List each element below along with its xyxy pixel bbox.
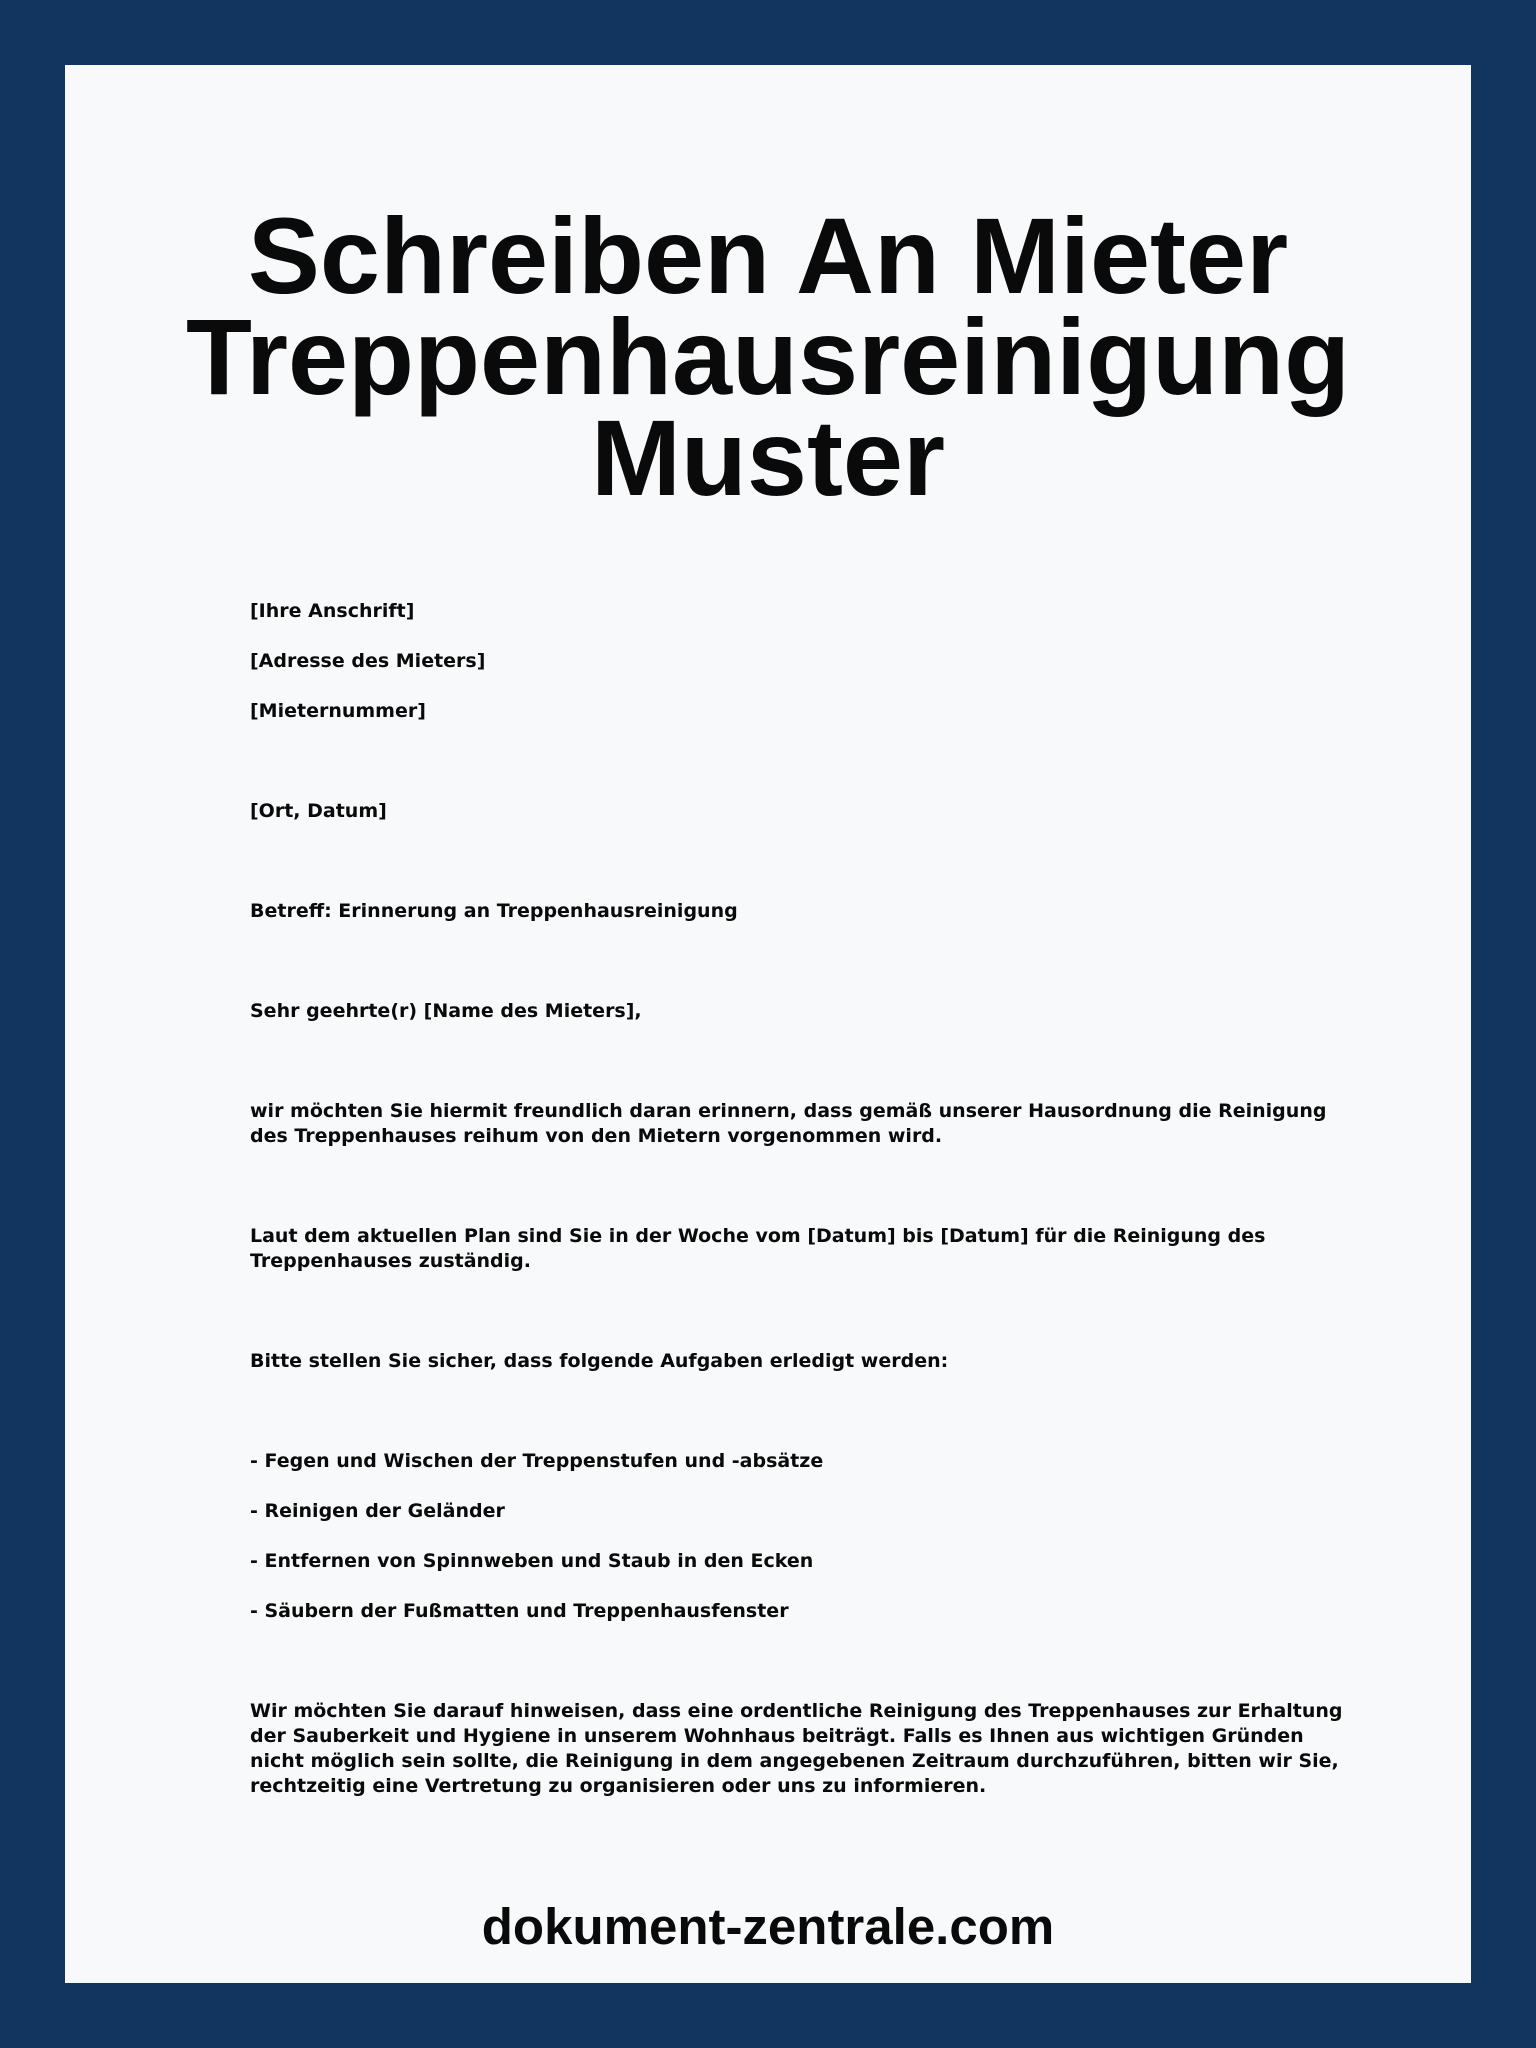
list-item: - Fegen und Wischen der Treppenstufen und -absätze	[250, 1450, 824, 1472]
document-page	[65, 65, 1471, 1983]
footer-site-name: dokument-zentrale.com	[481, 1898, 1055, 1955]
paragraph-schedule: Laut dem aktuellen Plan sind Sie in der Woche vom [Datum] bis [Datum] für die Reinigung des Treppenhauses zuständig.	[250, 1225, 1266, 1272]
paragraph-tasks-intro: Bitte stellen Sie sicher, dass folgende Aufgaben erledigt werden:	[250, 1350, 949, 1372]
title-line-2: Treppenhausreinigung	[185, 296, 1351, 417]
salutation: Sehr geehrte(r) [Name des Mieters],	[250, 1000, 642, 1022]
title-line-1: Schreiben An Mieter	[247, 195, 1289, 316]
page-title	[65, 195, 1471, 518]
title-line-3: Muster	[590, 397, 946, 518]
list-item: - Entfernen von Spinnweben und Staub in den Ecken	[250, 1550, 814, 1572]
list-item: - Reinigen der Geländer	[250, 1500, 505, 1522]
tenant-number: [Mieternummer]	[250, 700, 426, 722]
subject-line: Betreff: Erinnerung an Treppenhausreinigung	[250, 900, 738, 922]
paragraph-notice: Wir möchten Sie darauf hinweisen, dass eine ordentliche Reinigung des Treppenhauses zur Erhaltung der Sauberkeit und Hygiene in unserem Wohnhaus beiträgt. Falls es Ihnen aus wichtigen Gründen nicht möglich sein sollte, die Reinigung in dem angegebenen Zeitraum durchzuführen, bitten wir Sie, rechtzeitig eine Vertretung zu organisieren oder uns zu informieren.	[250, 1700, 1343, 1797]
list-item: - Säubern der Fußmatten und Treppenhausfenster	[250, 1600, 789, 1622]
place-date: [Ort, Datum]	[250, 800, 387, 822]
sender-address: [Ihre Anschrift]	[250, 600, 415, 622]
paragraph-reminder: wir möchten Sie hiermit freundlich daran erinnern, dass gemäß unserer Hausordnung die Reinigung des Treppenhauses reihum von den Mietern vorgenommen wird.	[250, 1100, 1327, 1147]
tenant-address: [Adresse des Mieters]	[250, 650, 486, 672]
